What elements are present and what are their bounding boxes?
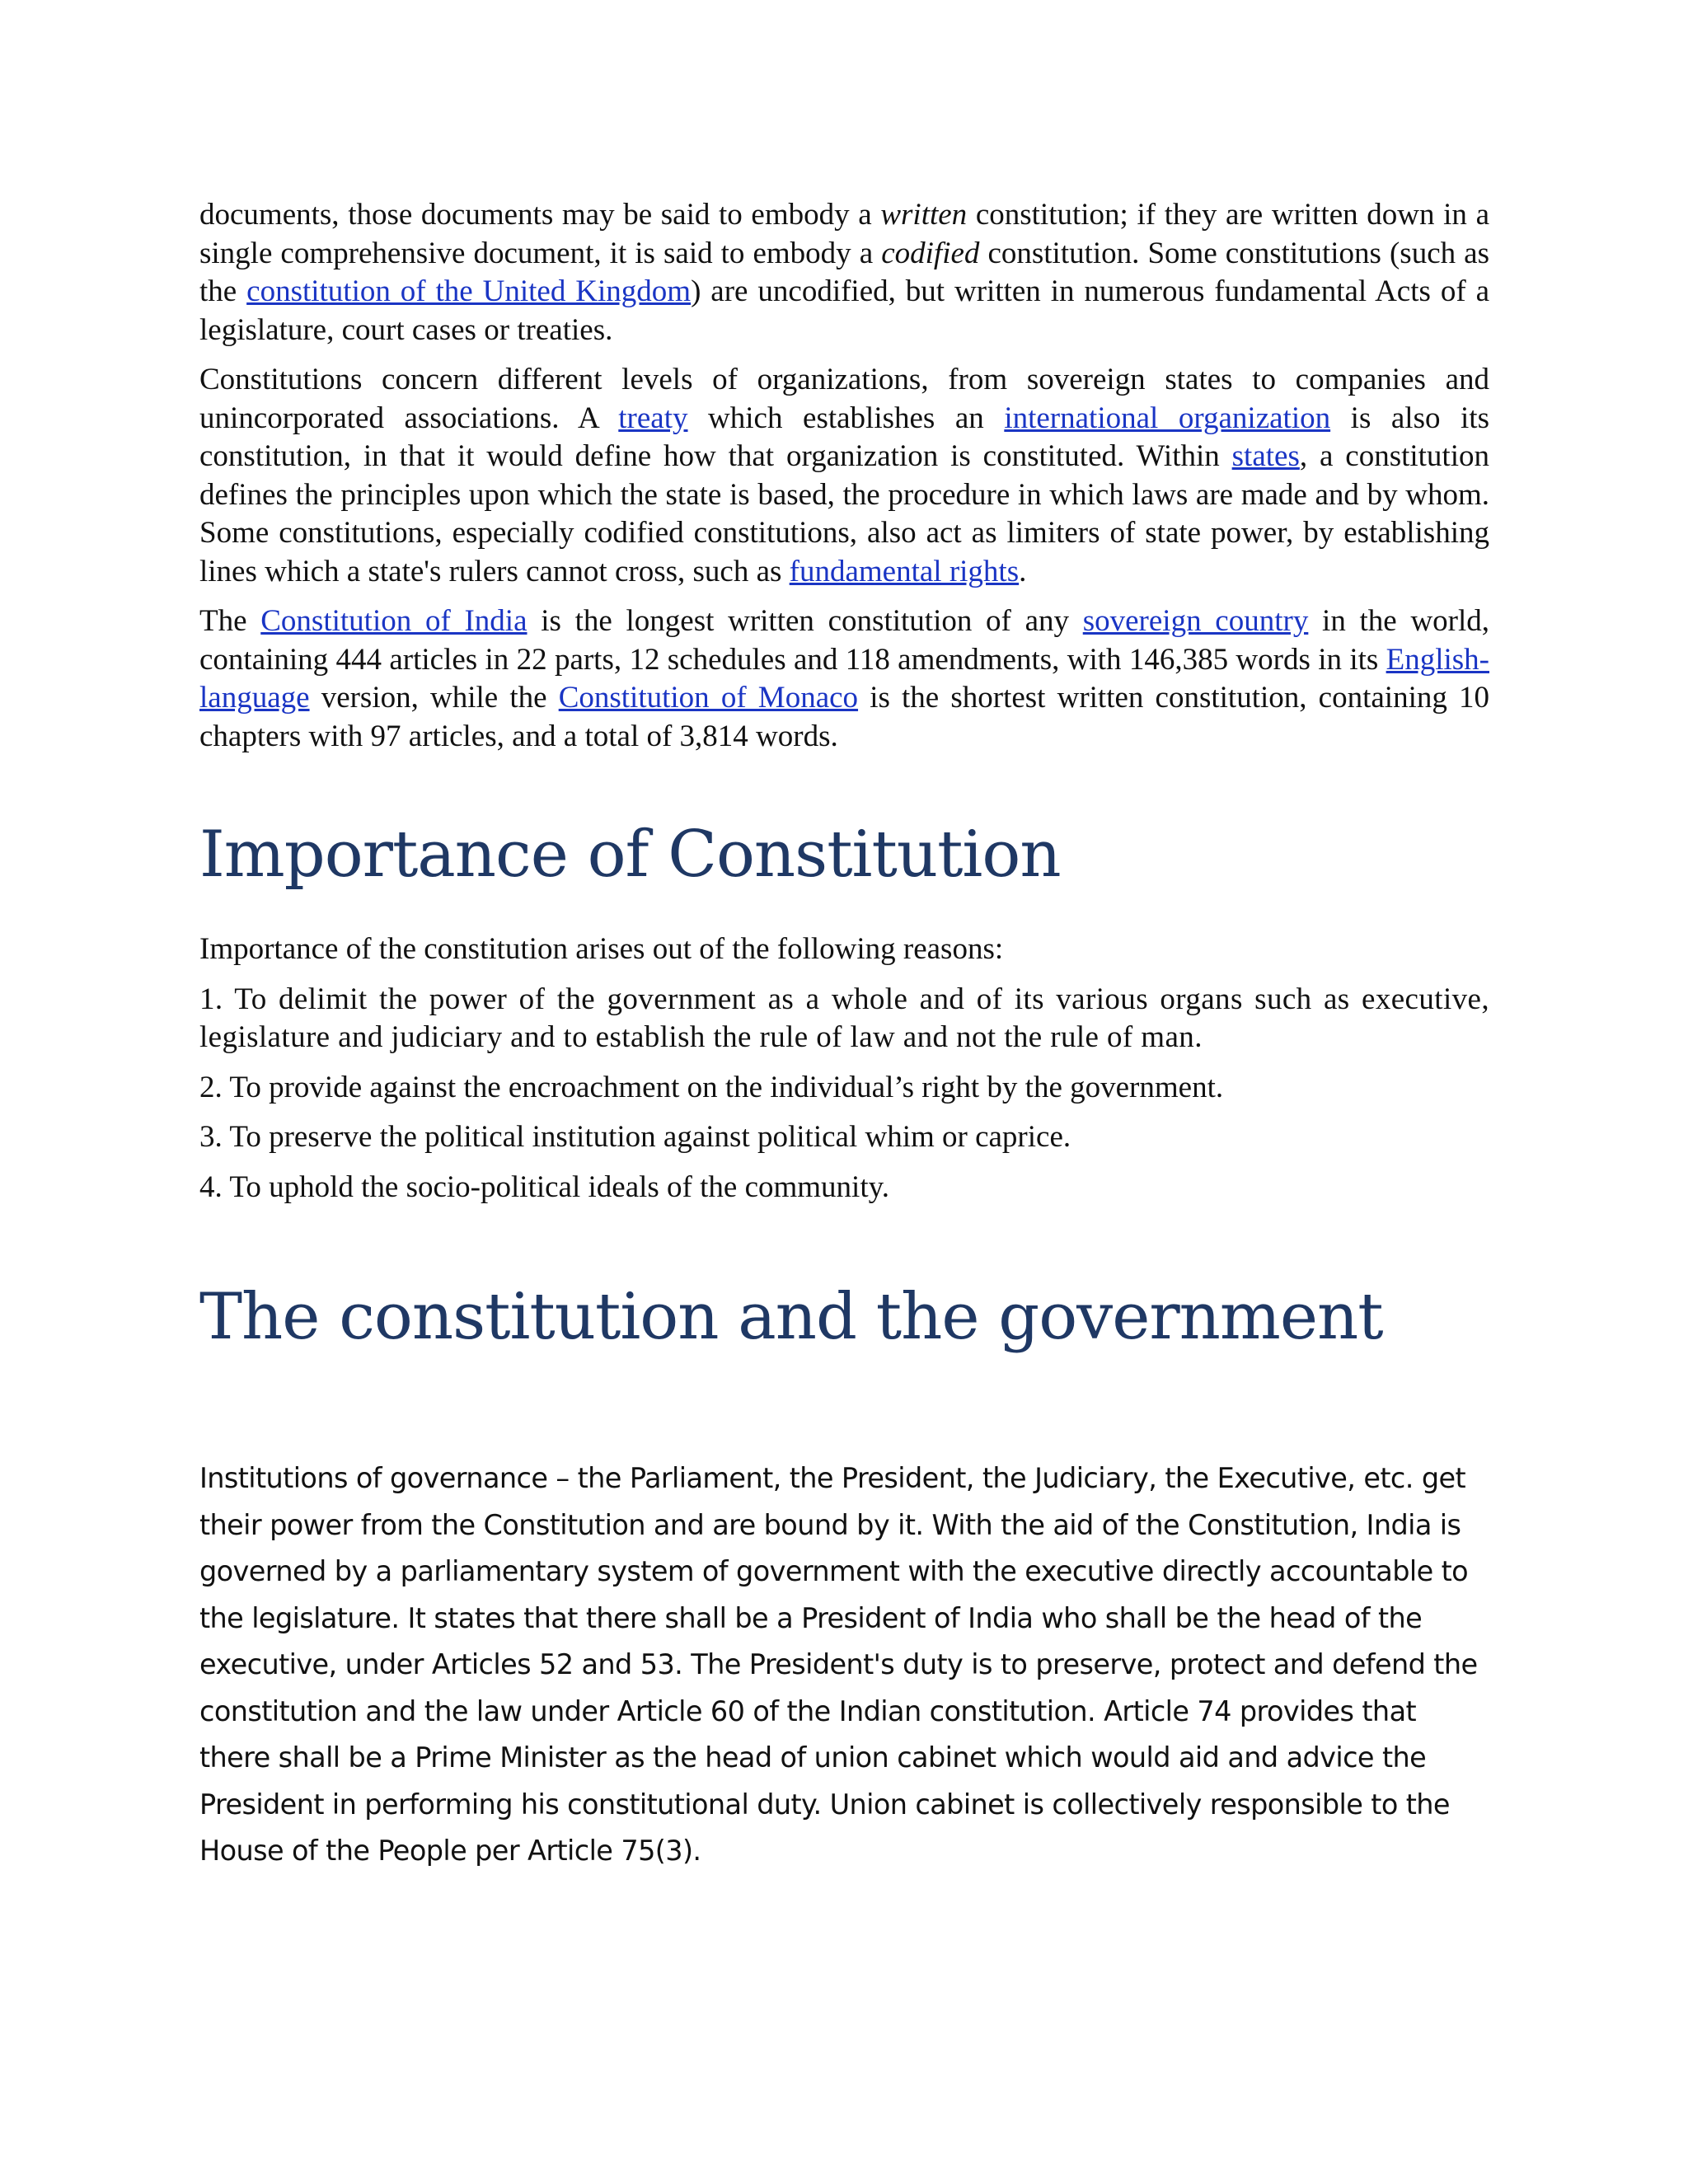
- text-run: , a constitution defines the principles upon which the state is based, the procedure in which laws are made and by whom. Some constitutions, especially codified constitutions, also act as limiters of state power, by establishing lines which a state's rulers cannot cross, such as: [199, 439, 1489, 588]
- text-run: .: [1019, 554, 1027, 588]
- importance-intro: Importance of the constitution arises out of the following reasons:: [199, 932, 1004, 966]
- text-run: constitution; if they are written down in a single comprehensive document, it is said to embody a: [199, 198, 1489, 270]
- importance-item: 2. To provide against the encroachment on the individual’s right by the government.: [199, 1070, 1224, 1104]
- heading-importance: Importance of Constitution: [199, 818, 1061, 892]
- text-run: ) are uncodified, but written in numerous fundamental Acts of a legislature, court cases or treaties.: [199, 274, 1490, 347]
- importance-item: 1. To delimit the power of the government as a whole and of its various organs such as executive, legislature and judiciary and to establish the rule of law and not the rule of man.: [199, 982, 1489, 1054]
- link-fundamental-rights[interactable]: fundamental rights: [789, 554, 1020, 588]
- heading-government: The constitution and the government: [199, 1280, 1383, 1354]
- text-run: version, while the: [309, 681, 559, 715]
- emphasis-codified: codified: [881, 236, 980, 270]
- government-body: Institutions of governance – the Parliament, the President, the Judiciary, the Executive, etc. get their power from the Constitution and are bound by it. With the aid of the Constitution, India is governed by a parliamentary system of government with the executive directly accountable to the legislature. It states that there shall be a President of India who shall be the head of the executive, under Articles 52 and 53. The President's duty is to preserve, protect and defend the constitution and the law under Article 60 of the Indian constitution. Article 74 provides that there shall be a Prime Minister as the head of union cabinet which would aid and advice the President in performing his constitutional duty. Union cabinet is collectively responsible to the House of the People per Article 75(3).: [199, 1462, 1478, 1867]
- link-constitution-of-india[interactable]: Constitution of India: [260, 604, 528, 638]
- text-run: The: [199, 604, 261, 638]
- text-run: is the longest written constitution of any: [527, 604, 1083, 638]
- link-constitution-of-monaco[interactable]: Constitution of Monaco: [558, 681, 859, 715]
- link-sovereign-country[interactable]: sovereign country: [1082, 604, 1309, 638]
- government-section: [199, 1455, 1489, 1875]
- text-run: Constitutions concern different levels of organizations, from sovereign states to companies and unincorporated associations. A: [199, 363, 1489, 435]
- emphasis-written: written: [880, 198, 968, 232]
- link-treaty[interactable]: treaty: [618, 401, 688, 435]
- document-page: [199, 196, 1489, 1875]
- link-constitution-uk[interactable]: constitution of the United Kingdom: [246, 274, 692, 308]
- text-run: which establishes an: [687, 401, 1005, 435]
- paragraph-india-monaco: [199, 602, 1489, 756]
- link-english-language[interactable]: English-language: [199, 642, 1489, 715]
- text-run: is also its constitution, in that it would define how that organization is constituted. Within: [199, 401, 1489, 473]
- paragraph-organizations: [199, 361, 1489, 591]
- intro-section: [199, 196, 1489, 756]
- text-run: documents, those documents may be said to embody a: [199, 198, 881, 232]
- paragraph-written-codified: [199, 196, 1489, 349]
- link-states[interactable]: states: [1231, 439, 1300, 473]
- text-run: is the shortest written constitution, containing 10 chapters with 97 articles, and a total of 3,814 words.: [199, 681, 1489, 753]
- link-international-organization[interactable]: international organization: [1004, 401, 1331, 435]
- importance-item: 3. To preserve the political institution against political whim or caprice.: [199, 1120, 1071, 1154]
- text-run: in the world, containing 444 articles in 22 parts, 12 schedules and 118 amendments, with 146,385 words in its: [199, 604, 1490, 677]
- importance-item: 4. To uphold the socio-political ideals of the community.: [199, 1169, 889, 1204]
- importance-section: [199, 930, 1489, 1207]
- text-run: constitution. Some constitutions (such as the: [199, 236, 1489, 308]
